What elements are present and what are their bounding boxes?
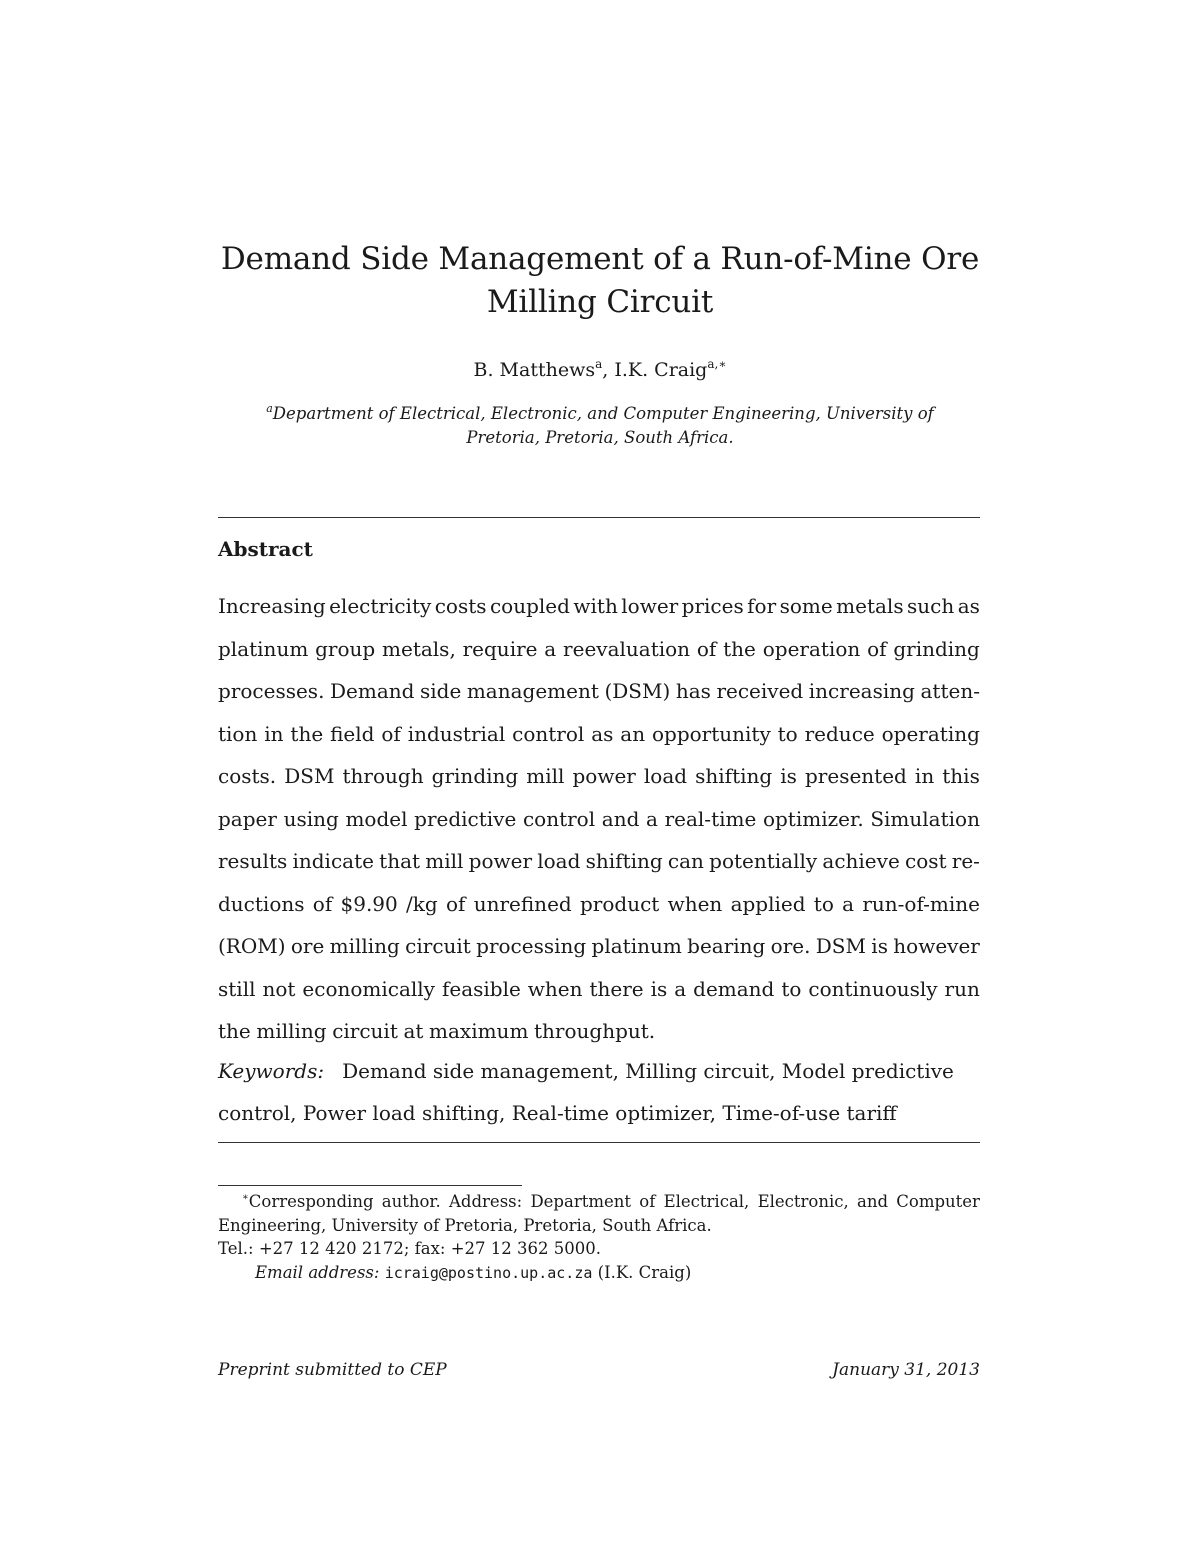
footnote-word: Address: [449, 1192, 523, 1211]
abstract-word: however [893, 934, 980, 958]
abstract-word: when [527, 976, 583, 1001]
keywords-text: Demand side management, Milling circuit, Model predictive [342, 1059, 954, 1083]
abstract-word: group [315, 636, 376, 661]
abstract-word: has [675, 679, 711, 703]
author-separator: , [602, 359, 615, 381]
abstract-word: a [544, 636, 557, 661]
abstract-word: cost [905, 849, 947, 873]
abstract-word: require [462, 636, 538, 661]
abstract-word: predictive [414, 806, 517, 831]
abstract-word: control [512, 721, 585, 746]
abstract-bottom-rule [218, 1142, 980, 1143]
abstract-word: power [468, 849, 533, 873]
author-name: I.K. Craig [614, 359, 708, 381]
author-affiliation-mark: a,∗ [707, 357, 727, 371]
abstract-line [218, 628, 980, 671]
abstract-word: /kg [406, 891, 438, 916]
abstract-word: increasing [808, 679, 915, 703]
abstract-word: that [379, 849, 421, 873]
footnote-word: Computer [896, 1192, 980, 1211]
abstract-word: achieve [822, 849, 900, 873]
abstract-word: load [643, 764, 688, 788]
abstract-word: side [419, 679, 462, 703]
abstract-top-rule [218, 517, 980, 518]
affiliation-line-2: Pretoria, Pretoria, South Africa. [466, 428, 734, 447]
abstract-body [218, 585, 980, 1053]
abstract-word: an [620, 721, 646, 746]
footnote-word: ∗Corresponding [242, 1192, 374, 1211]
abstract-word: shifting [695, 764, 773, 788]
title-line-1: Demand Side Management of a Run-of-Mine Ore [220, 241, 980, 277]
abstract-word: industrial [407, 721, 506, 746]
abstract-word: reevaluation [563, 636, 691, 661]
abstract-word: the [723, 636, 756, 661]
abstract-word: milling [329, 934, 400, 958]
email-link[interactable]: icraig@postino.up.ac.za [384, 1263, 593, 1282]
abstract-line [218, 670, 980, 713]
abstract-word: of [867, 636, 887, 661]
footnote [218, 1190, 980, 1285]
abstract-word: optimizer. [762, 806, 864, 831]
page-footer [218, 1358, 980, 1382]
footnote-mark: ∗ [242, 1192, 249, 1203]
abstract-word: platinum [218, 636, 309, 661]
abstract-word: power [572, 764, 636, 788]
abstract-word: a [646, 806, 658, 831]
footnote-line-2: Engineering, University of Pretoria, Pretoria, South Africa. [218, 1215, 712, 1235]
abstract-word: of [312, 891, 333, 916]
abstract-line [218, 713, 980, 756]
abstract-word: such [907, 594, 955, 618]
footnote-line-1 [218, 1190, 980, 1214]
footnote-rule [218, 1185, 522, 1186]
abstract-word: this [942, 764, 980, 788]
abstract-word: the [218, 1019, 251, 1043]
abstract-word: prices [681, 594, 744, 618]
abstract-line [218, 798, 980, 841]
abstract-word: metals [836, 594, 904, 618]
abstract-word: opportunity [651, 721, 771, 746]
abstract-word: results [218, 849, 288, 873]
abstract-word: re- [951, 849, 980, 873]
abstract-word: indicate [292, 849, 374, 873]
footnote-email-line [218, 1261, 980, 1286]
abstract-word: of [696, 636, 717, 661]
footnote-word: Electrical, [663, 1192, 750, 1211]
abstract-word: DSM [284, 764, 335, 788]
abstract-word: mill [526, 764, 565, 788]
abstract-word: to [777, 721, 798, 746]
abstract-word: with [573, 594, 618, 618]
abstract-word: management [466, 679, 599, 703]
footnote-line-3: Tel.: +27 12 420 2172; fax: +27 12 362 5000. [218, 1239, 601, 1258]
author-name: B. Matthews [473, 359, 596, 381]
abstract-word: in [264, 721, 284, 746]
abstract-word: to [813, 891, 834, 916]
abstract-word: demand [693, 976, 775, 1001]
abstract-word: continuously [808, 976, 938, 1001]
affiliation-text: Department of Electrical, Electronic, and Computer Engineering, University of [272, 404, 934, 423]
footnote-word: and [856, 1192, 889, 1211]
abstract-word: at [403, 1019, 424, 1043]
abstract-word: grinding [431, 764, 519, 788]
abstract-word: can [667, 849, 704, 873]
abstract-word: control [522, 806, 596, 831]
abstract-word: operation [762, 636, 861, 661]
abstract-word: tion [218, 721, 258, 746]
abstract-word: ore. [770, 934, 811, 958]
abstract-line [218, 1010, 980, 1053]
abstract-word: operating [881, 721, 980, 746]
abstract-word: as [957, 594, 980, 618]
abstract-word: electricity [329, 594, 432, 618]
abstract-word: shifting [585, 849, 663, 873]
abstract-word: circuit [405, 934, 471, 958]
abstract-word: Increasing [218, 594, 326, 618]
abstract-word: paper [218, 806, 277, 831]
abstract-word: a [674, 976, 687, 1001]
abstract-word: metals, [382, 636, 456, 661]
email-label: Email address: [255, 1262, 380, 1282]
abstract-word: platinum [591, 934, 682, 958]
affiliation-line-1 [240, 402, 960, 426]
abstract-word: costs. [218, 764, 277, 788]
abstract-word: applied [730, 891, 806, 916]
abstract-word: potentially [709, 849, 818, 873]
title-line-2: Milling Circuit [486, 284, 714, 320]
abstract-word: maximum [429, 1019, 529, 1043]
abstract-word: Demand [329, 679, 415, 703]
abstract-word: received [716, 679, 804, 703]
abstract-word: to [781, 976, 802, 1001]
affiliation-mark: a [266, 402, 273, 415]
abstract-word: there [589, 976, 644, 1001]
keywords-label: Keywords: [218, 1059, 325, 1083]
abstract-word: Simulation [870, 806, 980, 831]
abstract-line [218, 925, 980, 968]
abstract-word: presented [805, 764, 907, 788]
abstract-word: costs [434, 594, 487, 618]
abstract-word: real-time [664, 806, 757, 831]
author-affiliation-mark: a [595, 357, 603, 371]
footer-preprint: Preprint submitted to CEP [218, 1360, 447, 1380]
abstract-word: bearing [687, 934, 766, 958]
abstract-word: $9.90 [340, 891, 398, 916]
abstract-line [218, 585, 980, 628]
abstract-word: coupled [489, 594, 570, 618]
abstract-line [218, 883, 980, 926]
abstract-word: load [537, 849, 581, 873]
abstract-word: mill [425, 849, 464, 873]
abstract-word: using [283, 806, 339, 831]
abstract-word: of [381, 721, 401, 746]
abstract-word: for [747, 594, 777, 618]
abstract-word: (DSM) [604, 679, 671, 703]
abstract-word: product [579, 891, 660, 916]
footnote-word: author. [381, 1192, 441, 1211]
keywords-line-2: control, Power load shifting, Real-time optimizer, Time-of-use tariff [218, 1101, 897, 1125]
abstract-line [218, 755, 980, 798]
abstract-word: ductions [218, 891, 305, 916]
abstract-word: feasible [441, 976, 521, 1001]
footnote-word: Department [530, 1192, 632, 1211]
abstract-heading: Abstract [218, 537, 313, 561]
abstract-word: not [262, 976, 296, 1001]
abstract-word: reduce [804, 721, 875, 746]
abstract-word: grinding [893, 636, 980, 661]
abstract-word: of [445, 891, 466, 916]
abstract-word: run [944, 976, 980, 1001]
affiliation [240, 402, 960, 450]
abstract-word: and [601, 806, 640, 831]
abstract-word: atten- [920, 679, 980, 703]
footnote-word: Electronic, [757, 1192, 849, 1211]
abstract-word: processing [476, 934, 587, 958]
abstract-word: (ROM) [218, 934, 286, 958]
abstract-word: still [218, 976, 256, 1001]
abstract-word: milling [256, 1019, 327, 1043]
abstract-word: throughput. [534, 1019, 656, 1043]
abstract-word: run-of-mine [862, 891, 980, 916]
abstract-word: some [779, 594, 833, 618]
abstract-word: through [342, 764, 424, 788]
abstract-word: is [871, 934, 888, 958]
author-list [200, 357, 1000, 383]
abstract-word: processes. [218, 679, 325, 703]
abstract-word: ore [290, 934, 325, 958]
paper-title [200, 238, 1000, 324]
email-owner: (I.K. Craig) [597, 1262, 692, 1282]
abstract-word: field [330, 721, 375, 746]
abstract-word: in [914, 764, 935, 788]
footnote-word: of [639, 1192, 656, 1211]
keywords-line-1 [218, 1050, 980, 1092]
abstract-word: model [345, 806, 408, 831]
abstract-word: the [290, 721, 324, 746]
abstract-line [218, 840, 980, 883]
abstract-word: as [591, 721, 614, 746]
footer-date: January 31, 2013 [832, 1360, 980, 1380]
abstract-word: lower [621, 594, 679, 618]
abstract-word: when [667, 891, 723, 916]
abstract-word: DSM [815, 934, 866, 958]
abstract-word: a [842, 891, 855, 916]
abstract-word: is [780, 764, 797, 788]
abstract-word: economically [302, 976, 435, 1001]
abstract-word: unrefined [473, 891, 572, 916]
keywords [218, 1050, 980, 1134]
abstract-word: is [650, 976, 668, 1001]
abstract-word: circuit [332, 1019, 398, 1043]
abstract-line [218, 968, 980, 1011]
